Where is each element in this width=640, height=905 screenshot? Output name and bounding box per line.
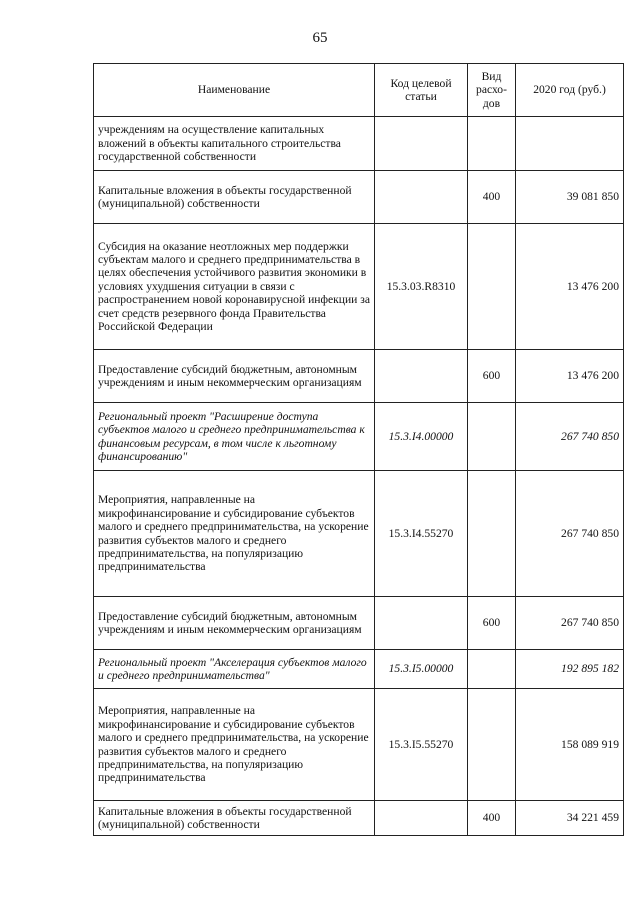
table-row [94,403,624,471]
row-type: 600 [468,350,516,403]
row-code [375,117,468,171]
row-code: 15.3.I5.00000 [375,650,468,689]
row-code [375,350,468,403]
row-amount [516,117,624,171]
budget-table [93,63,624,836]
row-name: Капитальные вложения в объекты государственной (муниципальной) собственности [94,171,375,224]
row-amount: 158 089 919 [516,689,624,801]
table-row [94,471,624,597]
row-amount: 192 895 182 [516,650,624,689]
row-code [375,171,468,224]
row-type [468,471,516,597]
row-type [468,650,516,689]
table-row [94,117,624,171]
row-type [468,689,516,801]
row-amount: 39 081 850 [516,171,624,224]
header-amount: 2020 год (руб.) [516,64,624,117]
row-name: Региональный проект "Акселерация субъектов малого и среднего предпринимательства" [94,650,375,689]
row-amount: 267 740 850 [516,597,624,650]
row-code [375,801,468,836]
row-amount: 13 476 200 [516,350,624,403]
row-code: 15.3.03.R8310 [375,224,468,350]
page-number: 65 [312,30,328,46]
row-code: 15.3.I4.00000 [375,403,468,471]
header-code: Код целевой статьи [375,64,468,117]
table-row [94,171,624,224]
row-name: Предоставление субсидий бюджетным, автономным учреждениям и иным некоммерческим организациям [94,350,375,403]
row-amount: 34 221 459 [516,801,624,836]
row-amount: 13 476 200 [516,224,624,350]
row-name: Мероприятия, направленные на микрофинансирование и субсидирование субъектов малого и среднего предпринимательства, на ускорение развития субъектов малого и среднего предпринимательства, на популяризацию предпринимательства [94,689,375,801]
row-type [468,224,516,350]
row-name: учреждениям на осуществление капитальных вложений в объекты капитального строительства государственной собственности [94,117,375,171]
table-header-row [94,64,624,117]
table-row [94,801,624,836]
table-row [94,597,624,650]
table-row [94,350,624,403]
row-name: Субсидия на оказание неотложных мер поддержки субъектам малого и среднего предпринимательства в целях обеспечения устойчивого развития экономики в условиях ухудшения ситуации в связи с распространением новой коронавирусной инфекции за счет средств резервного фонда Правительства Российской Федерации [94,224,375,350]
row-type [468,117,516,171]
header-type: Вид расхо-дов [468,64,516,117]
row-type [468,403,516,471]
table-row [94,689,624,801]
header-name: Наименование [94,64,375,117]
row-name: Предоставление субсидий бюджетным, автономным учреждениям и иным некоммерческим организациям [94,597,375,650]
row-type: 600 [468,597,516,650]
row-code: 15.3.I5.55270 [375,689,468,801]
row-name: Региональный проект "Расширение доступа субъектов малого и среднего предпринимательства к финансовым ресурсам, в том числе к льготному финансированию" [94,403,375,471]
row-type: 400 [468,171,516,224]
row-name: Капитальные вложения в объекты государственной (муниципальной) собственности [94,801,375,836]
table-row [94,650,624,689]
row-amount: 267 740 850 [516,403,624,471]
row-code: 15.3.I4.55270 [375,471,468,597]
row-type: 400 [468,801,516,836]
row-name: Мероприятия, направленные на микрофинансирование и субсидирование субъектов малого и среднего предпринимательства, на ускорение развития субъектов малого и среднего предпринимательства, на популяризацию предпринимательства [94,471,375,597]
table-row [94,224,624,350]
row-code [375,597,468,650]
row-amount: 267 740 850 [516,471,624,597]
